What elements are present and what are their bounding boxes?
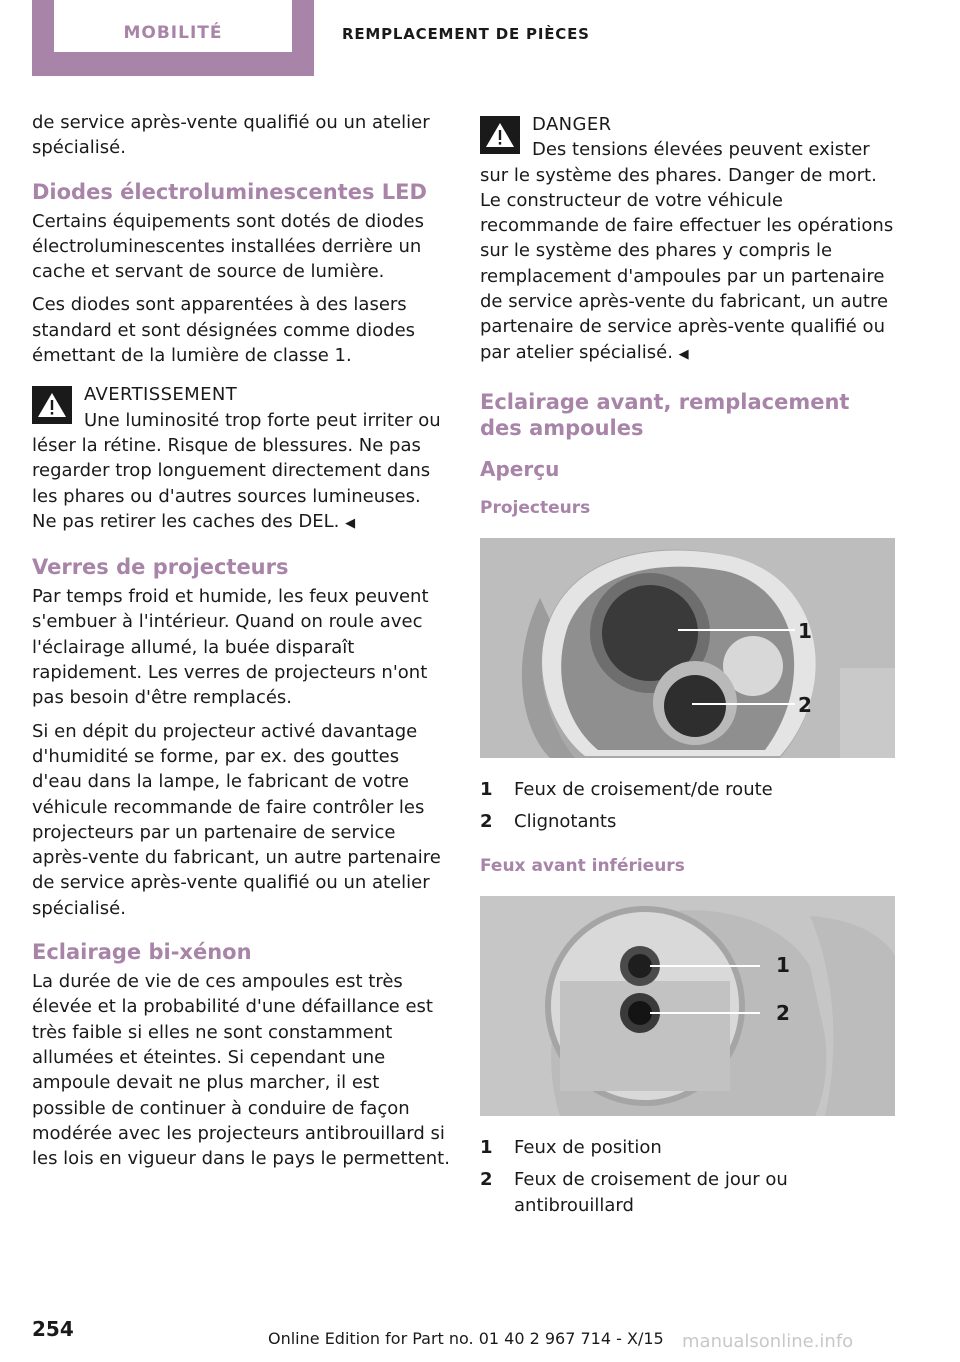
heading-apercu: Aperçu <box>480 456 560 481</box>
left-column <box>32 110 450 1179</box>
paragraph: de service après-vente qualifié ou un atelier spécialisé. <box>32 112 430 159</box>
warning-text: Une luminosité trop forte peut irriter ou léser la rétine. Risque de blessures. Ne pas regarder trop longuement directement dans les phares ou d'autres sources lumineuses. Ne pas retirer les caches des DEL. <box>32 409 441 532</box>
figure-callout-label: 1 <box>798 618 812 643</box>
heading-xenon: Eclairage bi-xénon <box>32 940 252 965</box>
paragraph: Certains équipements sont dotés de diodes électroluminescentes installées derrière un cache et servant de source de lumière. <box>32 210 425 283</box>
right-column <box>480 110 898 1238</box>
warning-icon <box>32 386 72 424</box>
end-mark: ◀ <box>678 346 689 362</box>
figure-callout-label: 2 <box>776 1000 790 1025</box>
watermark: manualsonline.info <box>682 1331 854 1352</box>
paragraph: La durée de vie de ces ampoules est très élevée et la probabilité d'une défaillance est très faible si elles ne sont constamment allumées et éteintes. Si cependant une ampoule devait ne plus marcher, il est possible de continuer à conduire de façon modérée avec les projecteurs antibrouillard si les lois en vigueur dans le pays le permettent. <box>32 971 450 1170</box>
paragraph: Par temps froid et humide, les feux peuvent s'embuer à l'intérieur. Quand on roule avec l'éclairage allumé, la buée disparaît rapidement. Les verres de projecteurs n'ont pas besoin d'être remplacés. <box>32 586 429 709</box>
paragraph: Ces diodes sont apparentées à des lasers standard et sont désignées comme diodes émettant de la lumière de classe 1. <box>32 294 416 367</box>
end-mark: ◀ <box>345 515 356 531</box>
headlight-figure <box>480 538 895 758</box>
legend-item <box>480 777 898 802</box>
heading-eclairage-avant: Eclairage avant, remplacement des ampoules <box>480 389 850 440</box>
lower-lights-figure <box>480 896 895 1116</box>
legend-text: Feux de position <box>514 1137 662 1159</box>
legend-feux-inferieurs <box>480 1135 898 1218</box>
chapter-tab <box>32 0 314 76</box>
section-title: REMPLACEMENT DE PIÈCES <box>342 25 590 43</box>
figure-callout-label: 2 <box>798 692 812 717</box>
paragraph: Si en dépit du projecteur activé davantage d'humidité se forme, par ex. des gouttes d'eau dans la lampe, le fabricant de votre véhicule recommande de faire contrôler les projecteurs par un partenaire de service après-vente du fabricant, un autre partenaire de service après-vente qualifié ou un atelier spécialisé. <box>32 720 441 919</box>
danger-icon <box>480 116 520 154</box>
heading-verres: Verres de projecteurs <box>32 555 289 580</box>
legend-text: Feux de croisement de jour ou antibrouillard <box>514 1169 788 1216</box>
page-number: 254 <box>32 1317 74 1341</box>
legend-number: 1 <box>480 778 493 800</box>
legend-text: Feux de croisement/de route <box>514 778 773 800</box>
chapter-tab-inner <box>54 0 292 52</box>
legend-item <box>480 809 898 834</box>
heading-projecteurs: Projecteurs <box>480 498 591 519</box>
danger-title: DANGER <box>532 114 612 135</box>
legend-number: 1 <box>480 1137 493 1159</box>
chapter-tab-label: MOBILITÉ <box>123 23 223 43</box>
legend-projecteurs <box>480 777 898 835</box>
legend-item <box>480 1135 898 1160</box>
legend-text: Clignotants <box>514 811 617 833</box>
danger-block <box>480 112 898 367</box>
warning-block <box>32 382 450 536</box>
heading-led: Diodes électroluminescentes LED <box>32 179 427 204</box>
legend-number: 2 <box>480 1169 493 1191</box>
warning-title: AVERTISSEMENT <box>84 384 238 406</box>
heading-feux-avant-inferieurs: Feux avant inférieurs <box>480 856 685 877</box>
legend-item <box>480 1167 898 1218</box>
legend-number: 2 <box>480 811 493 833</box>
edition-footer: Online Edition for Part no. 01 40 2 967 714 - X/15 <box>268 1329 664 1348</box>
danger-text: Des tensions élevées peuvent exister sur le système des phares. Danger de mort. Le constructeur de votre véhicule recommande de faire effectuer les opérations sur le système des phares y compris le remplacement d'ampoules par un partenaire de service après-vente du fabricant, un autre partenaire de service après-vente qualifié ou par atelier spécialisé. <box>480 139 894 363</box>
figure-callout-label: 1 <box>776 952 790 977</box>
